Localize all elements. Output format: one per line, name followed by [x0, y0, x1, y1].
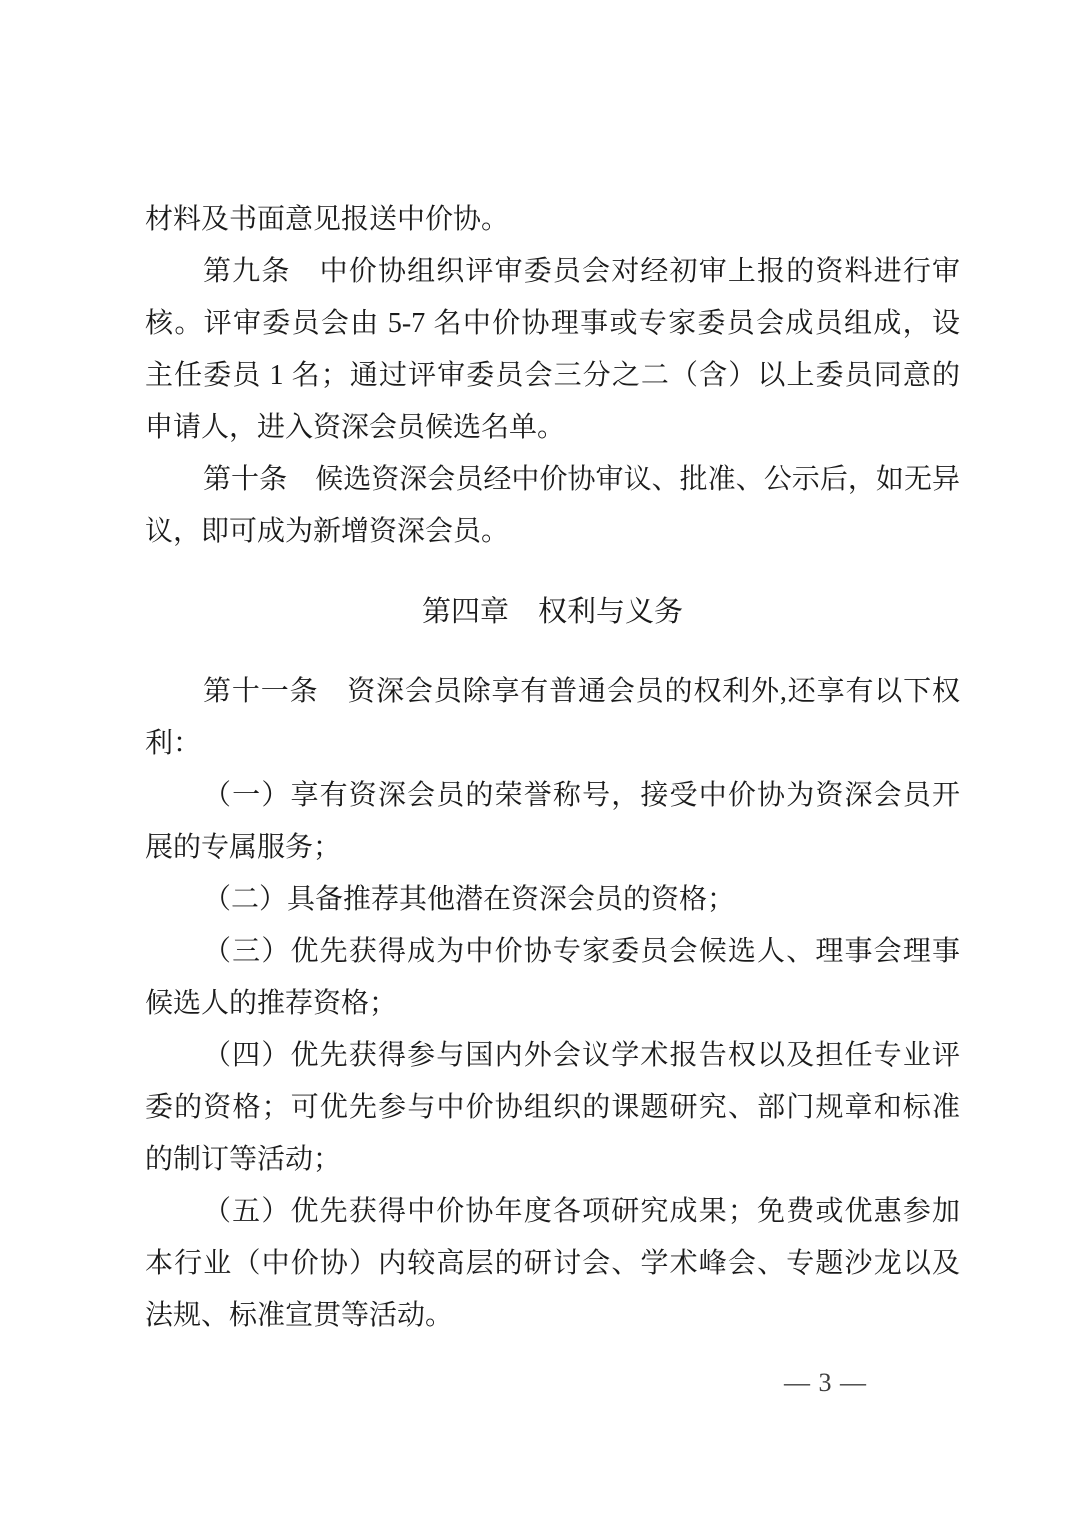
doc-line: 材料及书面意见报送中价协。 [145, 204, 510, 235]
doc-line: 利： [145, 728, 202, 759]
chapter-heading: 第四章 权利与义务 [421, 596, 683, 628]
doc-line: 展的专属服务； [145, 832, 342, 863]
page-number: — 3 — [784, 1368, 867, 1397]
doc-line-article-11: 第十一条 资深会员除享有普通会员的权利外,还享有以下权 [203, 676, 960, 707]
doc-line-item-1: （一）享有资深会员的荣誉称号，接受中价协为资深会员开 [203, 780, 960, 811]
doc-line-article-9: 第九条 中价协组织评审委员会对经初审上报的资料进行审 [203, 256, 960, 287]
doc-line-item-2: （二）具备推荐其他潜在资深会员的资格； [203, 884, 736, 915]
doc-line: 申请人，进入资深会员候选名单。 [145, 412, 566, 443]
doc-line: 核。评审委员会由 5-7 名中价协理事或专家委员会成员组成，设 [145, 308, 960, 339]
doc-line-item-5: （五）优先获得中价协年度各项研究成果；免费或优惠参加 [203, 1196, 960, 1227]
doc-line: 候选人的推荐资格； [145, 988, 398, 1019]
doc-line: 本行业（中价协）内较高层的研讨会、学术峰会、专题沙龙以及 [145, 1248, 960, 1279]
doc-line: 议，即可成为新增资深会员。 [145, 516, 510, 547]
doc-line: 主任委员 1 名；通过评审委员会三分之二（含）以上委员同意的 [145, 360, 960, 391]
doc-line-item-4: （四）优先获得参与国内外会议学术报告权以及担任专业评 [203, 1040, 960, 1071]
doc-line-article-10: 第十条 候选资深会员经中价协审议、批准、公示后，如无异 [203, 464, 960, 495]
doc-line: 委的资格；可优先参与中价协组织的课题研究、部门规章和标准 [145, 1092, 960, 1123]
doc-line-item-3: （三）优先获得成为中价协专家委员会候选人、理事会理事 [203, 936, 960, 967]
document-body [145, 194, 960, 1342]
doc-line: 的制订等活动； [145, 1144, 342, 1175]
doc-line: 法规、标准宣贯等活动。 [145, 1300, 454, 1331]
